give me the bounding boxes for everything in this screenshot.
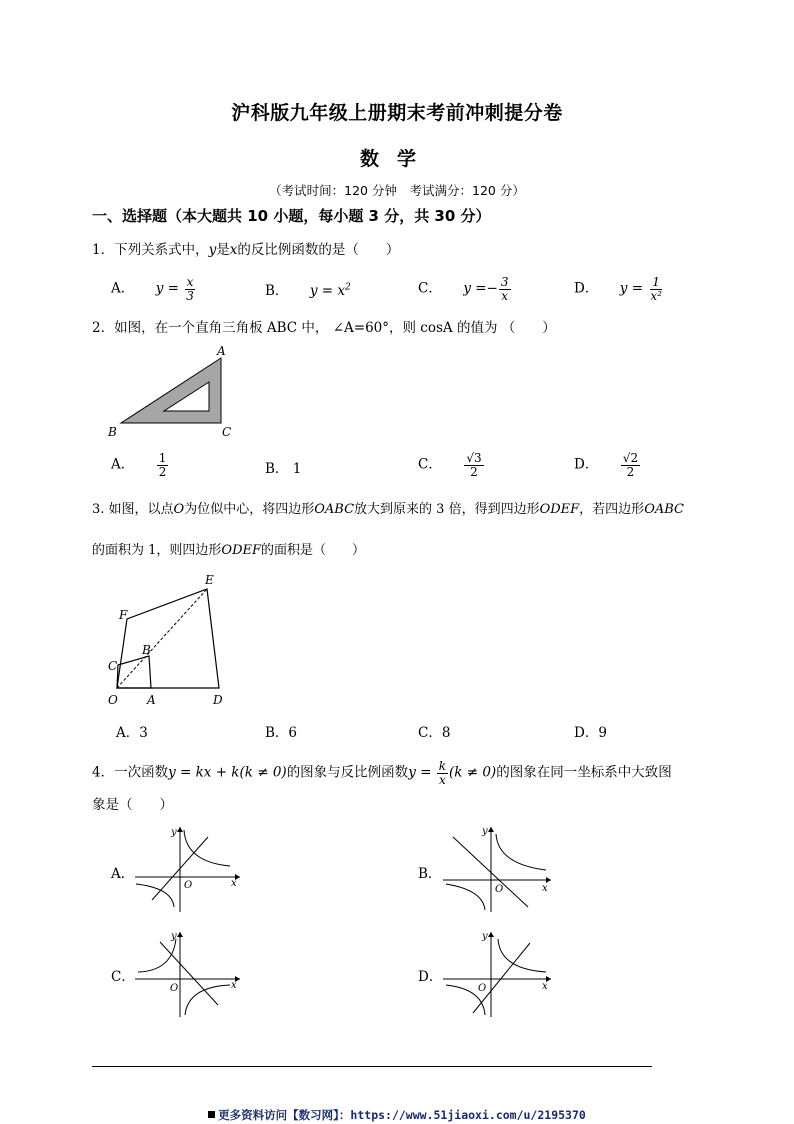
footer-link[interactable]: 更多资料访问【数习网】：https://www.51jiaoxi.com/u/2195370 — [0, 1107, 794, 1123]
subject-title: 数学 — [359, 148, 434, 170]
q2-option-c[interactable]: C． $\frac{√3}{2}$ — [418, 451, 482, 479]
svg-text:y: y — [171, 931, 177, 942]
svg-text:x: x — [542, 883, 548, 894]
question-4-line-1: 4．一次函数y = kx + k(k ≠ 0)的图象与反比例函数y = $\frac{k}{x}$ (k ≠ 0)的图象在同一坐标系中大致图 — [92, 759, 672, 787]
label-b: B — [142, 643, 151, 657]
label-o: O — [108, 693, 118, 707]
q3-quadrilateral-figure — [104, 570, 239, 712]
svg-text:x: x — [231, 980, 237, 991]
svg-text:y: y — [171, 827, 177, 838]
q1-option-c[interactable]: C． y =− $\frac{3}{x}$ — [418, 275, 509, 303]
label-a: A — [147, 693, 156, 707]
q3-option-d[interactable]: D．9 — [574, 725, 607, 741]
svg-text:O: O — [478, 983, 487, 994]
q1-option-a[interactable]: A． y = $\frac{x}{3}$ — [111, 275, 194, 303]
question-2-text: 2．如图，在一个直角三角板 ABC 中， ∠A=60°，则 cosA 的值为 （ ） — [92, 320, 556, 336]
q4-option-a[interactable]: A． — [111, 866, 135, 882]
label-c: C — [108, 659, 118, 673]
section-heading: 一、选择题（本大题共 10 小题，每小题 3 分，共 30 分） — [92, 207, 491, 225]
footer-divider — [92, 1066, 652, 1067]
q4-option-b[interactable]: B． — [418, 866, 442, 882]
label-a: A — [217, 344, 226, 358]
svg-text:x: x — [542, 981, 548, 992]
q4-graph-a[interactable] — [130, 822, 245, 914]
flag-icon — [208, 1111, 215, 1118]
label-d: D — [213, 693, 223, 707]
svg-text:y: y — [482, 931, 488, 942]
svg-text:y: y — [482, 826, 488, 837]
quadrilateral-odef — [117, 589, 219, 688]
label-e: E — [205, 573, 214, 587]
question-4-line-2: 象是（ ） — [92, 797, 173, 813]
q2-option-b[interactable]: B． 1 — [265, 461, 302, 477]
q4-option-d[interactable]: D． — [418, 969, 443, 985]
label-c: C — [222, 425, 232, 439]
q2-triangle-figure — [104, 343, 244, 441]
q3-option-b[interactable]: B．6 — [265, 725, 298, 741]
q4-option-c[interactable]: C． — [111, 969, 135, 985]
q1-option-d[interactable]: D． y = $\frac{1}{\text{x²}}$ — [574, 275, 662, 303]
label-b: B — [108, 425, 117, 439]
q4-graph-d[interactable] — [438, 927, 556, 1019]
exam-info: （考试时间：120 分钟 考试满分：120 分） — [269, 183, 525, 198]
svg-text:O: O — [495, 884, 504, 895]
page-title: 沪科版九年级上册期末考前冲刺提分卷 — [231, 102, 563, 124]
q4-graph-b[interactable] — [438, 822, 556, 914]
q1-option-b[interactable]: B． $y = x^2$ — [265, 282, 351, 299]
q3-option-a[interactable]: A．3 — [116, 725, 148, 741]
svg-text:O: O — [170, 983, 179, 994]
q3-option-c[interactable]: C．8 — [418, 725, 451, 741]
quadrilateral-oabc — [117, 656, 151, 688]
q2-option-d[interactable]: D． $\frac{√2}{2}$ — [574, 451, 639, 479]
svg-text:O: O — [184, 880, 193, 891]
q2-option-a[interactable]: A． $\frac{1}{2}$ — [111, 451, 167, 479]
dashed-line-oe — [117, 589, 207, 688]
q4-graph-c[interactable] — [130, 927, 245, 1019]
question-3-line-1: 3. 如图，以点O为位似中心，将四边形OABC放大到原来的 3 倍，得到四边形ODEF，若四边形OABC — [92, 502, 684, 517]
label-f: F — [119, 608, 128, 622]
question-1-text: 1．下列关系式中，y是x的反比例函数的是（ ） — [92, 242, 400, 258]
question-3-line-2: 的面积为 1，则四边形ODEF的面积是（ ） — [92, 543, 366, 558]
svg-text:x: x — [231, 878, 237, 889]
